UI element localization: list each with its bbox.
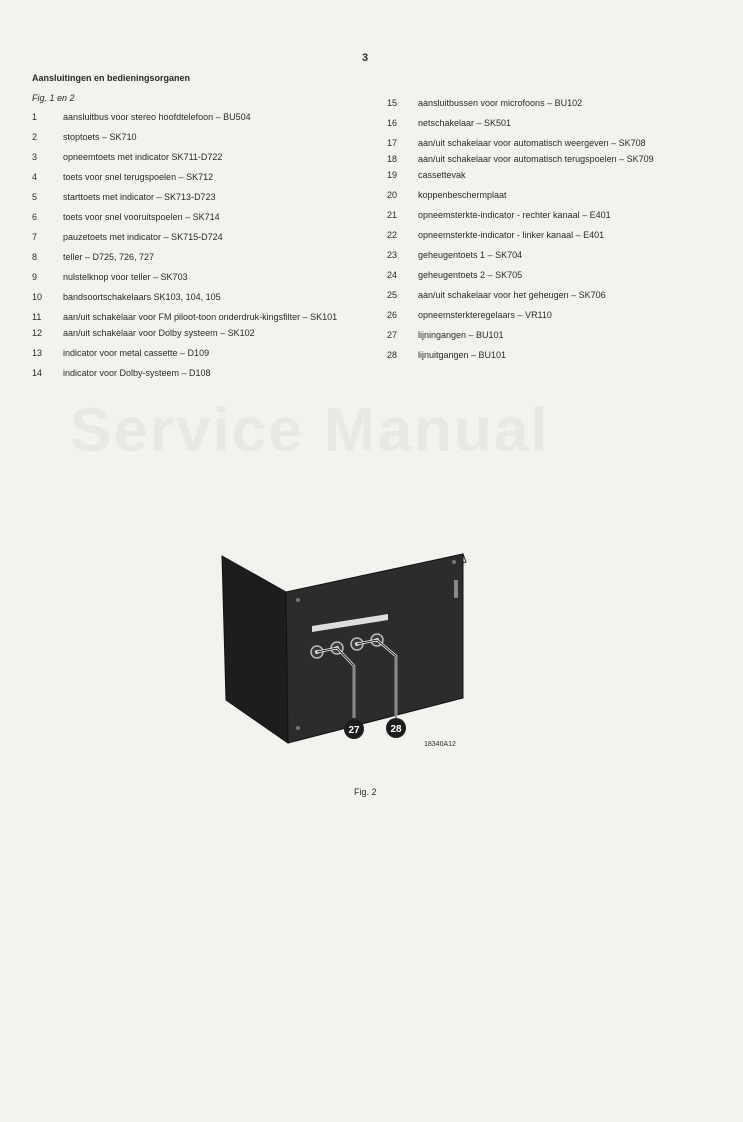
figure-caption: Fig. 2 (354, 787, 377, 797)
item-number: 17 (387, 138, 398, 148)
callout-28-label: 28 (390, 724, 402, 735)
item-number: 9 (32, 272, 38, 282)
item-number: 19 (387, 170, 398, 180)
item-text: aan/uit schakelaar voor het geheugen – SK706 (418, 290, 606, 300)
item-text: opneemtoets met indicator SK711-D722 (63, 152, 223, 162)
item-text: lijnuitgangen – BU101 (418, 350, 507, 360)
list-item (387, 210, 707, 221)
list-item (387, 138, 707, 149)
item-text: opneemsterkte-indicator - rechter kanaal – E401 (418, 210, 611, 220)
item-text: aansluitbussen voor microfoons – BU102 (418, 98, 583, 108)
item-text: aan/uit schakelaar voor FM piloot-toon onderdruk-kingsfilter – SK101 (63, 312, 338, 322)
list-item (32, 172, 342, 183)
cassette-deck-rear-drawing (216, 548, 486, 748)
figure-reference: Fig. 1 en 2 (32, 93, 75, 103)
item-text: pauzetoets met indicator – SK715-D724 (63, 232, 223, 242)
item-number: 8 (32, 252, 38, 262)
item-text: indicator voor metal cassette – D109 (63, 348, 210, 358)
item-number: 3 (32, 152, 38, 162)
item-number: 2 (32, 132, 38, 142)
item-text: geheugentoets 1 – SK704 (418, 250, 523, 260)
list-item (387, 270, 707, 281)
item-number: 24 (387, 270, 398, 280)
list-item (387, 154, 707, 165)
item-text: aan/uit schakelaar voor automatisch terugspoelen – SK709 (418, 154, 654, 164)
drawing-code: 18340A12 (424, 741, 456, 748)
deck-side-panel (222, 556, 288, 743)
item-text: bandsoortschakelaars SK103, 104, 105 (63, 292, 221, 302)
list-item (32, 232, 342, 243)
screw (296, 598, 300, 602)
item-text: toets voor snel vooruitspoelen – SK714 (63, 212, 220, 222)
item-text: netschakelaar – SK501 (418, 118, 512, 128)
item-text: aan/uit schakelaar voor Dolby systeem – SK102 (63, 328, 255, 338)
list-item (387, 230, 707, 241)
item-text: starttoets met indicator – SK713-D723 (63, 192, 216, 202)
list-item (32, 348, 342, 359)
list-item (387, 330, 707, 341)
item-number: 7 (32, 232, 38, 242)
item-number: 1 (32, 112, 38, 122)
item-text: teller – D725, 726, 727 (63, 252, 155, 262)
item-text: aansluitbus voor stereo hoofdtelefoon – BU504 (63, 112, 251, 122)
screw (452, 560, 456, 564)
list-item (32, 272, 342, 283)
item-text: opneemsterkteregelaars – VR110 (418, 310, 552, 320)
list-item (32, 132, 342, 143)
list-item (387, 170, 707, 181)
item-number: 21 (387, 210, 398, 220)
item-text: opneemsterkte-indicator - linker kanaal – E401 (418, 230, 605, 240)
item-number: 4 (32, 172, 38, 182)
item-number: 20 (387, 190, 398, 200)
list-item (387, 250, 707, 261)
item-number: 6 (32, 212, 38, 222)
item-number: 18 (387, 154, 398, 164)
item-text: cassettevak (418, 170, 466, 180)
item-number: 27 (387, 330, 398, 340)
section-title: Aansluitingen en bedieningsorganen (32, 73, 191, 83)
item-text: geheugentoets 2 – SK705 (418, 270, 523, 280)
item-number: 22 (387, 230, 398, 240)
vent-slot (454, 580, 458, 598)
list-item (387, 350, 707, 361)
item-text: stoptoets – SK710 (63, 132, 137, 142)
list-item (32, 192, 342, 203)
list-item (387, 190, 707, 201)
list-item (32, 292, 342, 303)
item-number: 10 (32, 292, 43, 302)
item-number: 26 (387, 310, 398, 320)
bleed-through-text: Service Manual (70, 396, 550, 465)
list-item (32, 328, 342, 339)
list-item (32, 368, 342, 379)
list-item (387, 290, 707, 301)
item-number: 12 (32, 328, 43, 338)
item-number: 11 (32, 312, 42, 322)
item-number: 23 (387, 250, 398, 260)
item-text: aan/uit schakelaar voor automatisch weergeven – SK708 (418, 138, 646, 148)
list-item (32, 112, 342, 123)
item-number: 15 (387, 98, 398, 108)
item-number: 13 (32, 348, 43, 358)
controls-list-left (32, 112, 342, 388)
item-text: nulstelknop voor teller – SK703 (63, 272, 188, 282)
screw (296, 726, 300, 730)
item-number: 14 (32, 368, 43, 378)
item-number: 28 (387, 350, 398, 360)
list-item (387, 310, 707, 321)
item-text: toets voor snel terugspoelen – SK712 (63, 172, 214, 182)
item-number: 25 (387, 290, 398, 300)
item-text: koppenbeschermplaat (418, 190, 507, 200)
page-number: 3 (362, 52, 369, 64)
controls-list-right (387, 98, 707, 370)
item-number: 5 (32, 192, 38, 202)
item-text: lijningangen – BU101 (418, 330, 504, 340)
list-item (387, 98, 707, 109)
item-text: indicator voor Dolby-systeem – D108 (63, 368, 211, 378)
item-number: 16 (387, 118, 398, 128)
callout-27-label: 27 (348, 725, 360, 736)
list-item (32, 152, 342, 163)
list-item (387, 118, 707, 129)
list-item (32, 252, 342, 263)
list-item (32, 212, 342, 223)
list-item (32, 312, 342, 323)
